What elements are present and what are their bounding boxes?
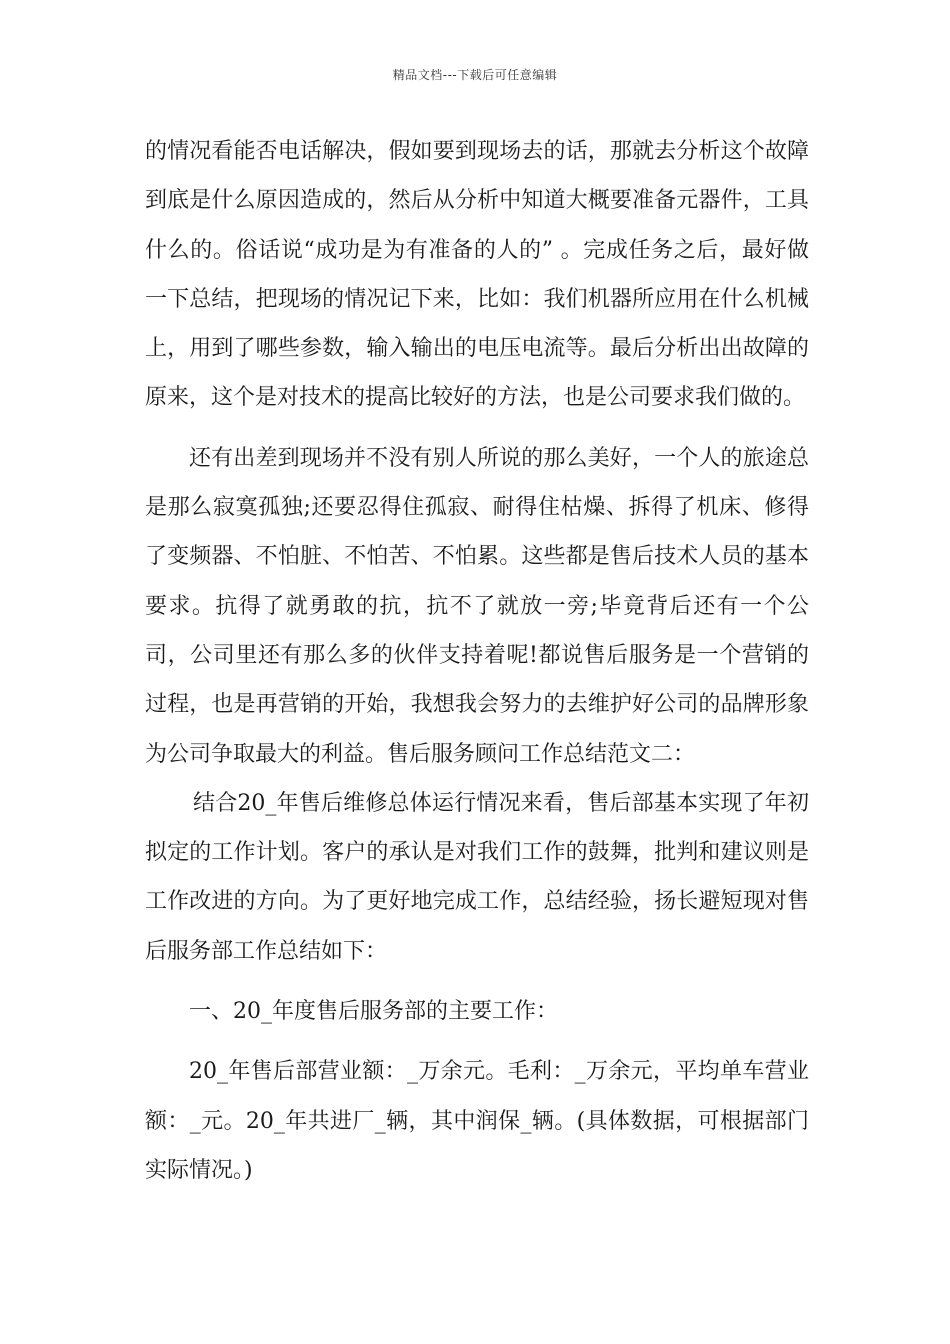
paragraph-summary-intro: 结合20_年售后维修总体运行情况来看，售后部基本实现了年初拟定的工作计划。客户的承认是对我们工作的鼓舞，批判和建议则是工作改进的方向。为了更好地完成工作，总结经验，扬长避短现对售后服务部工作总结如下： <box>145 790 809 964</box>
paragraph-continuation: 的情况看能否电话解决，假如要到现场去的话，那就去分析这个故障到底是什么原因造成的，然后从分析中知道大概要准备元器件，工具什么的。俗话说“成功是为有准备的人的” 。完成任务之后，最好做一下总结，把现场的情况记下来，比如：我们机器所应用在什么机械上，用到了哪些参数，输入输出的电压电流等。最后分析出出故障的原来，这个是对技术的提高比较好的方法，也是公司要求我们做的。 <box>145 139 809 411</box>
document-body <box>145 127 809 1195</box>
page-header: 精品文档---下载后可任意编辑 <box>392 68 558 82</box>
paragraph-business-trip: 还有出差到现场并不没有别人所说的那么美好，一个人的旅途总是那么寂寞孤独;还要忍得住孤寂、耐得住枯燥、拆得了机床、修得了变频器、不怕脏、不怕苦、不怕累。这些都是售后技术人员的基本要求。抗得了就勇敢的抗，抗不了就放一旁;毕竟背后还有一个公司，公司里还有那么多的伙伴支持着呢!都说售后服务是一个营销的过程，也是再营销的开始，我想我会努力的去维护好公司的品牌形象为公司争取最大的利益。售后服务顾问工作总结范文二： <box>145 445 809 767</box>
section-heading-main-work: 一、20_年度售后服务部的主要工作： <box>189 999 558 1025</box>
paragraph-revenue: 20_年售后部营业额：_万余元。毛利：_万余元，平均单车营业额：_元。20_年共进厂_辆，其中润保_辆。(具体数据，可根据部门实际情况。) <box>145 1059 809 1183</box>
